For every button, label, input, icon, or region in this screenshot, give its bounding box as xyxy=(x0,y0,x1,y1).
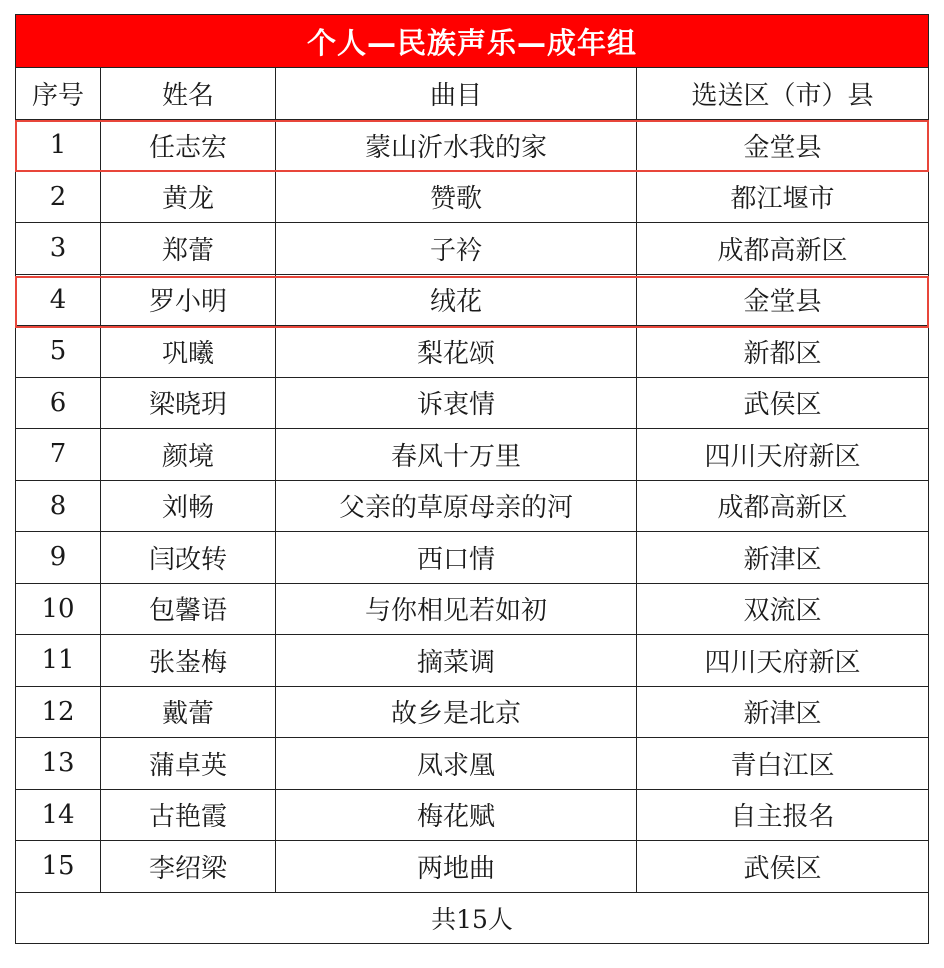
cell-name: 黄龙 xyxy=(101,171,276,223)
cell-no: 11 xyxy=(16,635,101,687)
table-row xyxy=(16,583,929,635)
cell-name: 刘畅 xyxy=(101,480,276,532)
table-row xyxy=(16,223,929,275)
cell-no: 15 xyxy=(16,841,101,893)
cell-name: 蒲卓英 xyxy=(101,738,276,790)
header-no: 序号 xyxy=(16,68,101,120)
cell-song: 蒙山沂水我的家 xyxy=(276,120,637,172)
table-row xyxy=(16,480,929,532)
cell-song: 父亲的草原母亲的河 xyxy=(276,480,637,532)
header-name: 姓名 xyxy=(101,68,276,120)
table-row xyxy=(16,686,929,738)
header-song: 曲目 xyxy=(276,68,637,120)
cell-region: 四川天府新区 xyxy=(637,635,929,687)
cell-no: 7 xyxy=(16,429,101,481)
cell-no: 8 xyxy=(16,480,101,532)
cell-song: 西口情 xyxy=(276,532,637,584)
cell-no: 1 xyxy=(16,120,101,172)
cell-no: 5 xyxy=(16,326,101,378)
cell-region: 四川天府新区 xyxy=(637,429,929,481)
cell-song: 子衿 xyxy=(276,223,637,275)
table-row xyxy=(16,532,929,584)
title-row xyxy=(16,15,929,68)
header-region: 选送区（市）县 xyxy=(637,68,929,120)
cell-region: 新津区 xyxy=(637,686,929,738)
cell-region: 青白江区 xyxy=(637,738,929,790)
table-row xyxy=(16,171,929,223)
cell-song: 凤求凰 xyxy=(276,738,637,790)
table-row xyxy=(16,789,929,841)
cell-region: 武侯区 xyxy=(637,377,929,429)
cell-no: 14 xyxy=(16,789,101,841)
table-row xyxy=(16,738,929,790)
performer-table xyxy=(15,14,929,944)
cell-name: 梁晓玥 xyxy=(101,377,276,429)
cell-name: 包馨语 xyxy=(101,583,276,635)
cell-no: 13 xyxy=(16,738,101,790)
cell-no: 2 xyxy=(16,171,101,223)
cell-song: 梨花颂 xyxy=(276,326,637,378)
cell-song: 梅花赋 xyxy=(276,789,637,841)
cell-region: 都江堰市 xyxy=(637,171,929,223)
cell-song: 故乡是北京 xyxy=(276,686,637,738)
cell-region: 新津区 xyxy=(637,532,929,584)
table-row xyxy=(16,120,929,172)
roster-sheet xyxy=(15,14,928,944)
cell-name: 李绍梁 xyxy=(101,841,276,893)
cell-name: 闫改转 xyxy=(101,532,276,584)
cell-no: 9 xyxy=(16,532,101,584)
cell-region: 自主报名 xyxy=(637,789,929,841)
cell-no: 3 xyxy=(16,223,101,275)
cell-name: 戴蕾 xyxy=(101,686,276,738)
cell-song: 诉衷情 xyxy=(276,377,637,429)
footer-row xyxy=(16,892,929,943)
cell-song: 赞歌 xyxy=(276,171,637,223)
cell-name: 张崟梅 xyxy=(101,635,276,687)
cell-name: 古艳霞 xyxy=(101,789,276,841)
cell-name: 罗小明 xyxy=(101,274,276,326)
cell-song: 春风十万里 xyxy=(276,429,637,481)
table-row xyxy=(16,326,929,378)
table-title: 个人—民族声乐—成年组 xyxy=(16,15,929,68)
table-row xyxy=(16,429,929,481)
cell-region: 新都区 xyxy=(637,326,929,378)
cell-name: 郑蕾 xyxy=(101,223,276,275)
cell-region: 双流区 xyxy=(637,583,929,635)
cell-song: 绒花 xyxy=(276,274,637,326)
total-count: 共15人 xyxy=(16,892,929,943)
cell-region: 金堂县 xyxy=(637,274,929,326)
cell-no: 10 xyxy=(16,583,101,635)
cell-region: 成都高新区 xyxy=(637,223,929,275)
cell-no: 4 xyxy=(16,274,101,326)
cell-no: 6 xyxy=(16,377,101,429)
cell-song: 两地曲 xyxy=(276,841,637,893)
header-row xyxy=(16,68,929,120)
table-row xyxy=(16,841,929,893)
table-row xyxy=(16,635,929,687)
cell-no: 12 xyxy=(16,686,101,738)
cell-region: 成都高新区 xyxy=(637,480,929,532)
table-row xyxy=(16,377,929,429)
cell-region: 金堂县 xyxy=(637,120,929,172)
cell-name: 任志宏 xyxy=(101,120,276,172)
cell-song: 摘菜调 xyxy=(276,635,637,687)
cell-region: 武侯区 xyxy=(637,841,929,893)
cell-name: 巩曦 xyxy=(101,326,276,378)
cell-song: 与你相见若如初 xyxy=(276,583,637,635)
cell-name: 颜境 xyxy=(101,429,276,481)
table-row xyxy=(16,274,929,326)
